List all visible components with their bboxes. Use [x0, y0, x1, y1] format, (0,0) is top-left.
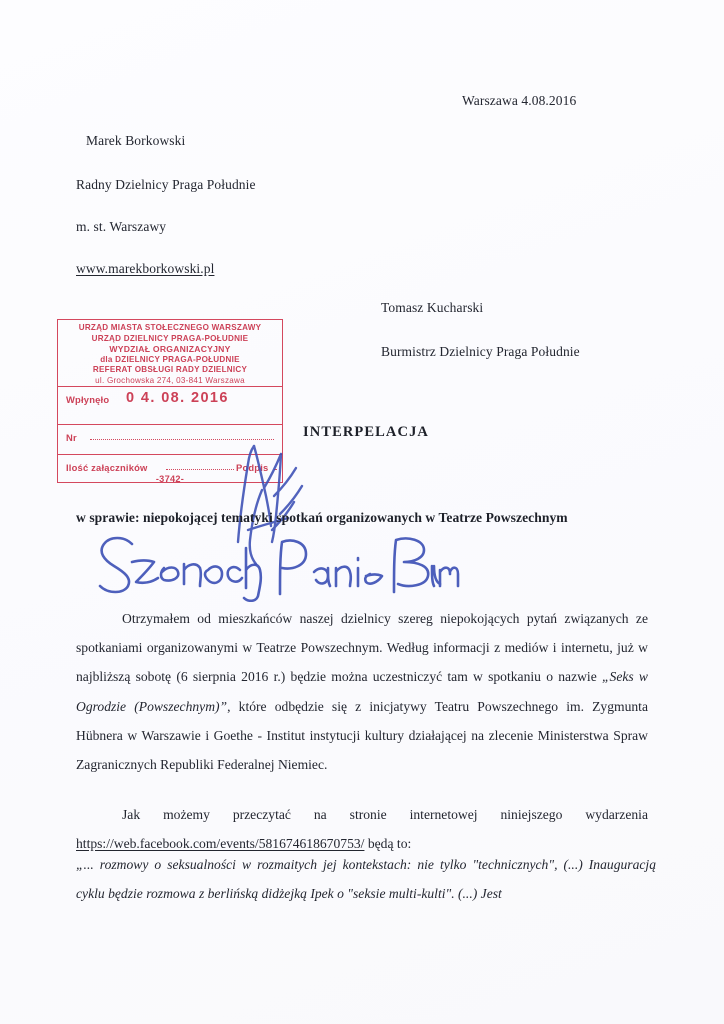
stamp-number: -3742-	[155, 474, 185, 484]
stamp-divider-1	[58, 386, 282, 387]
date-line: Warszawa 4.08.2016	[462, 93, 577, 108]
stamp-attachments-dotted-line	[166, 469, 234, 470]
sender-name: Marek Borkowski	[86, 133, 186, 148]
stamp-line-2: URZĄD DZIELNICY PRAGA-POŁUDNIE	[91, 333, 249, 343]
recipient-role: Burmistrz Dzielnicy Praga Południe	[381, 344, 580, 359]
stamp-line-3: WYDZIAŁ ORGANIZACYJNY	[109, 344, 231, 355]
sender-website[interactable]: www.marekborkowski.pl	[76, 261, 215, 276]
stamp-signature-dotted-line	[274, 469, 276, 470]
paragraph-2-intro: Jak możemy przeczytać na stronie internetowej niniejszego wydarzenia	[122, 807, 648, 822]
paragraph-1-part-1: Otrzymałem od mieszkańców naszej dzielnicy szereg niepokojących pytań związanych ze spotkaniami organizowanymi w Teatrze Powszechnym. Według informacji z mediów i internetu, już w najbliższą sobotę (6 sierpnia 2016 r.) będzie można uczestniczyć tam w spotkaniu o nazwie	[76, 611, 648, 685]
stamp-nr-label: Nr	[66, 432, 77, 443]
sender-role: Radny Dzielnicy Praga Południe	[76, 177, 256, 192]
stamp-line-6: ul. Grochowska 274, 03-841 Warszawa	[95, 375, 245, 385]
stamp-divider-3	[58, 454, 282, 455]
sender-city: m. st. Warszawy	[76, 219, 167, 234]
stamp-divider-2	[58, 424, 282, 425]
stamp-line-1: URZĄD MIASTA STOŁECZNEGO WARSZAWY	[78, 323, 262, 332]
stamp-header	[58, 320, 282, 387]
paragraph-2-tail: będą to:	[364, 836, 412, 852]
stamp-received-date: 0 4. 08. 2016	[126, 390, 229, 406]
stamp-attachments-label: Ilość załączników	[66, 462, 148, 473]
office-reception-stamp	[57, 319, 283, 483]
quoted-passage: „... rozmowy o seksualności w rozmaitych jej kontekstach: nie tylko "technicznych", (...) Inauguracją cyklu będzie rozmowa z berlińską didżejką Ipek o "seksie multi-kulti". (...) Jest	[76, 857, 656, 902]
paragraph-1-part-2: , które odbędzie się z inicjatywy Teatru Powszechnego im. Zygmunta Hübnera w Warszawie i Goethe - Institut instytucji kultury działającej na zlecenie Ministerstwa Spraw Zagranicznych Republiki Federalnej Niemiec.	[76, 698, 648, 773]
stamp-signature-label: Podpis	[236, 462, 269, 473]
stamp-line-5: REFERAT OBSŁUGI RADY DZIELNICY	[92, 365, 248, 375]
page-title: INTERPELACJA	[303, 424, 429, 440]
handwritten-salutation-icon	[88, 528, 460, 602]
recipient-name: Tomasz Kucharski	[381, 300, 484, 315]
stamp-line-4: dla DZIELNICY PRAGA-POŁUDNIE	[100, 354, 240, 364]
stamp-received-label: Wpłynęło	[66, 394, 110, 405]
stamp-nr-dotted-line	[90, 439, 274, 440]
subject-line: w sprawie: niepokojącej tematyki spotkań organizowanych w Teatrze Powszechnym	[76, 510, 568, 525]
event-title: „Seks w Ogrodzie (Powszechnym)”	[76, 669, 648, 714]
body-paragraph-1	[76, 604, 648, 779]
facebook-event-link[interactable]: https://web.facebook.com/events/581674618670753/	[76, 836, 365, 852]
